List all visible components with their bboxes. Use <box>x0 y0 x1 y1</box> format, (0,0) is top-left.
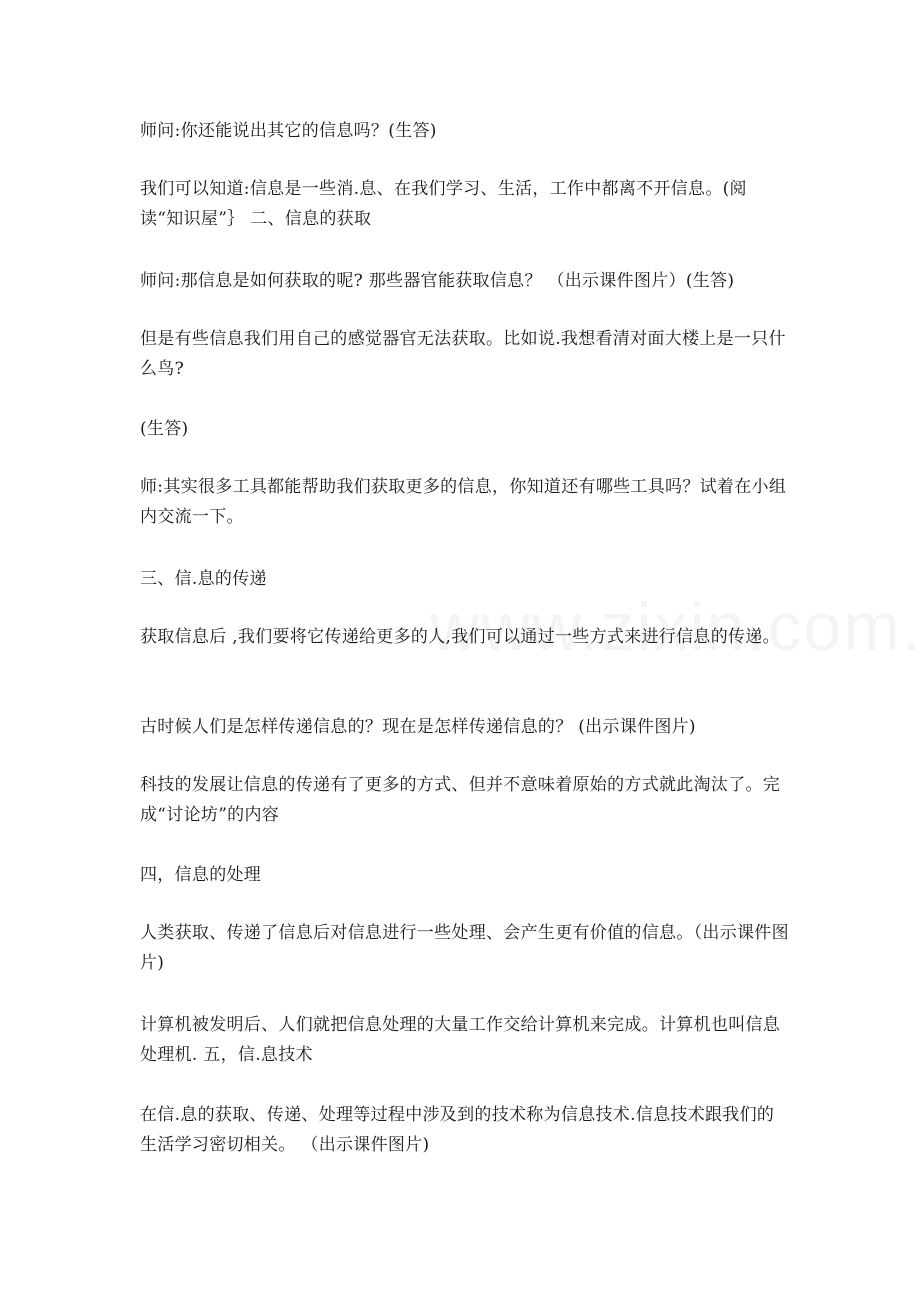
section-heading-4: 四，信息的处理 <box>140 865 262 885</box>
paragraph-10: 人类获取、传递了信息后对信息进行一些处理、会产生更有价值的信息。（出示课件图片) <box>140 923 789 973</box>
paragraph-11: 计算机被发明后、人们就把信息处理的大量工作交给计算机来完成。计算机也叫信息处理机. 五，信.息技术 <box>140 1015 781 1065</box>
paragraph-9: 科技的发展让信息的传递有了更多的方式、但并不意味着原始的方式就此淘汰了。完成“讨论坊”的内容 <box>140 775 781 825</box>
paragraph-12: 在信.息的获取、传递、处理等过程中涉及到的技术称为信息技术.信息技术跟我们的生活学习密切相关。 （出示课件图片) <box>140 1105 775 1155</box>
paragraph-4: 但是有些信息我们用自己的感觉器官无法获取。比如说.我想看清对面大楼上是一只什么鸟? <box>140 329 786 379</box>
paragraph-8: 古时候人们是怎样传递信息的？现在是怎样传递信息的？ (出示课件图片) <box>140 717 696 737</box>
paragraph-1: 师问:你还能说出其它的信息吗？(生答) <box>140 121 437 141</box>
paragraph-2: 我们可以知道:信息是一些消.息、在我们学习、生活，工作中都离不开信息。(阅读“知识屋”｝ 二、信息的获取 <box>140 179 747 229</box>
paragraph-6: 师:其实很多工具都能帮助我们获取更多的信息，你知道还有哪些工具吗？试着在小组内交流一下。 <box>140 477 787 527</box>
paragraph-7: 获取信息后 ,我们要将它传递给更多的人,我们可以通过一些方式来进行信息的传递。 <box>140 627 780 647</box>
paragraph-5: (生答) <box>140 419 189 439</box>
section-heading-3: 三、信.息的传递 <box>140 569 267 589</box>
paragraph-3: 师问:那信息是如何获取的呢? 那些器官能获取信息？ （出示课件图片）(生答) <box>140 271 735 291</box>
